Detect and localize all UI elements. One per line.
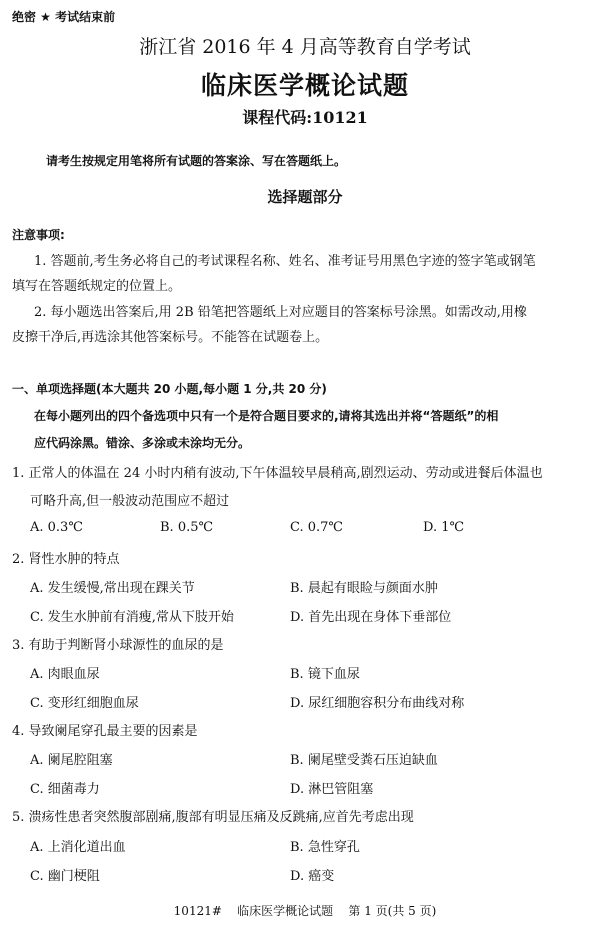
question-4-option-b: B. 阑尾壁受粪石压迫缺血 bbox=[290, 753, 438, 768]
note-2-line2: 皮擦干净后,再选涂其他答案标号。不能答在试题卷上。 bbox=[12, 330, 329, 345]
question-1-option-b: B. 0.5℃ bbox=[160, 520, 214, 535]
question-5-option-c: C. 幽门梗阻 bbox=[30, 869, 100, 884]
course-code: 课程代码:10121 bbox=[242, 108, 368, 127]
question-1-option-a: A. 0.3℃ bbox=[30, 520, 83, 535]
exam-title: 浙江省 2016 年 4 月高等教育自学考试 bbox=[139, 36, 471, 58]
question-2-option-d: D. 首先出现在身体下垂部位 bbox=[290, 610, 452, 625]
paper-title: 临床医学概论试题 bbox=[200, 71, 409, 100]
question-3-option-b: B. 镜下血尿 bbox=[290, 667, 360, 682]
question-2-option-b: B. 晨起有眼睑与颜面水肿 bbox=[290, 581, 438, 596]
part-one-heading: 一、单项选择题(本大题共 20 小题,每小题 1 分,共 20 分) bbox=[12, 382, 327, 396]
answer-instruction: 请考生按规定用笔将所有试题的答案涂、写在答题纸上。 bbox=[46, 154, 347, 168]
note-1-line2: 填写在答题纸规定的位置上。 bbox=[12, 279, 182, 294]
confidential-label: 绝密 ★ 考试结束前 bbox=[12, 10, 116, 24]
page-footer: 10121# 临床医学概论试题 第 1 页(共 5 页) bbox=[173, 904, 437, 918]
question-2-option-a: A. 发生缓慢,常出现在踝关节 bbox=[30, 581, 195, 596]
question-5-option-a: A. 上消化道出血 bbox=[30, 840, 126, 855]
notes-heading: 注意事项: bbox=[12, 228, 65, 242]
question-1-option-d: D. 1℃ bbox=[423, 520, 465, 535]
question-3-option-c: C. 变形红细胞血尿 bbox=[30, 696, 139, 711]
section-title: 选择题部分 bbox=[267, 188, 343, 206]
question-4-option-d: D. 淋巴管阻塞 bbox=[290, 782, 374, 797]
question-3-option-a: A. 肉眼血尿 bbox=[30, 667, 100, 682]
question-4-option-c: C. 细菌毒力 bbox=[30, 782, 100, 797]
question-1-stem-cont: 可略升高,但一般波动范围应不超过 bbox=[30, 494, 230, 509]
question-1-option-c: C. 0.7℃ bbox=[290, 520, 343, 535]
question-3-option-d: D. 尿红细胞容积分布曲线对称 bbox=[290, 696, 465, 711]
question-4-option-a: A. 阑尾腔阻塞 bbox=[30, 753, 113, 768]
part-one-desc-line2: 应代码涂黑。错涂、多涂或未涂均无分。 bbox=[34, 436, 251, 450]
question-5-stem: 5. 溃疡性患者突然腹部剧痛,腹部有明显压痛及反跳痛,应首先考虑出现 bbox=[12, 810, 414, 825]
question-5-option-b: B. 急性穿孔 bbox=[290, 840, 360, 855]
question-3-stem: 3. 有助于判断肾小球源性的血尿的是 bbox=[12, 638, 224, 653]
question-5-option-d: D. 癌变 bbox=[290, 869, 335, 884]
question-4-stem: 4. 导致阑尾穿孔最主要的因素是 bbox=[12, 724, 198, 739]
question-2-stem: 2. 肾性水肿的特点 bbox=[12, 552, 120, 567]
question-2-option-c: C. 发生水肿前有消瘦,常从下肢开始 bbox=[30, 610, 234, 625]
note-2-line1: 2. 每小题选出答案后,用 2B 铅笔把答题纸上对应题目的答案标号涂黑。如需改动,用橡 bbox=[34, 305, 527, 320]
question-1-stem: 1. 正常人的体温在 24 小时内稍有波动,下午体温较早晨稍高,剧烈运动、劳动或进餐后体温也 bbox=[12, 466, 543, 481]
part-one-desc-line1: 在每小题列出的四个备选项中只有一个是符合题目要求的,请将其选出并将“答题纸”的相 bbox=[34, 409, 499, 423]
note-1-line1: 1. 答题前,考生务必将自己的考试课程名称、姓名、准考证号用黑色字迹的签字笔或钢笔 bbox=[34, 254, 536, 269]
